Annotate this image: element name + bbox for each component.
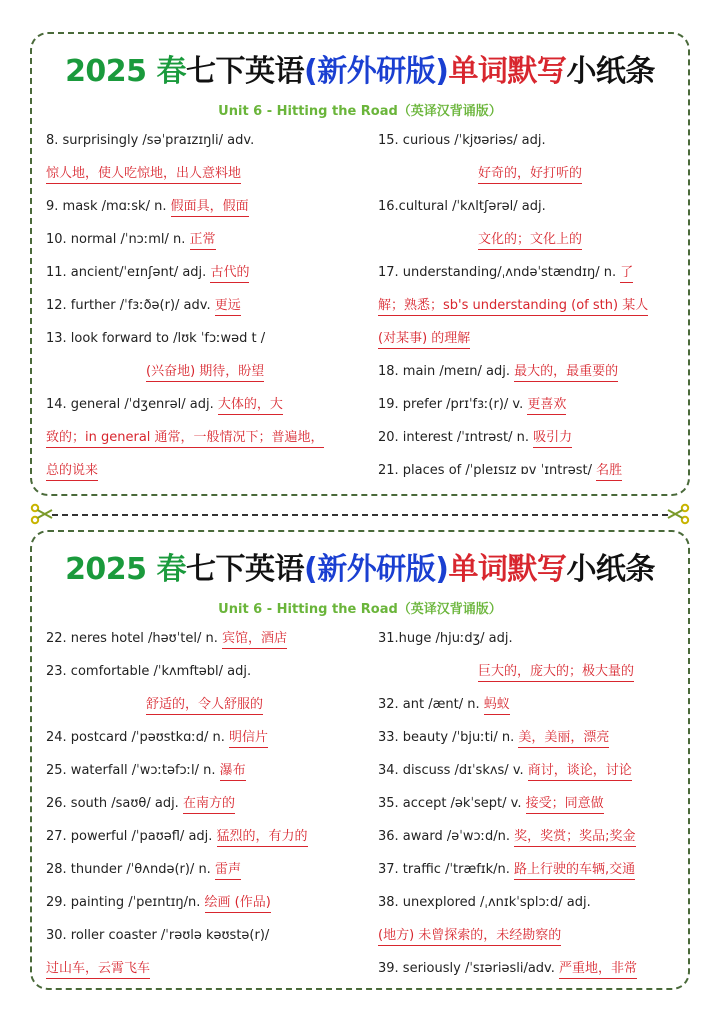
entry-english: 13. look forward to /lʊk ˈfɔːwəd t / [46, 331, 266, 346]
entry-english: 30. roller coaster /ˈrəʊlə kəʊstə(r)/ [46, 928, 270, 943]
entry-english: 11. ancient/ˈeɪnʃənt/ adj. [46, 265, 211, 280]
entry-chinese: 了 [620, 265, 633, 283]
entry-english: 32. ant /ænt/ n. [378, 697, 484, 712]
entry-english: 18. main /meɪn/ adj. [378, 364, 515, 379]
title-edition: (新外研版) [304, 54, 449, 89]
entry-line [46, 355, 366, 388]
title-suffix: 小纸条 [566, 54, 655, 89]
entry-chinese: 文化的；文化上的 [478, 232, 582, 250]
entry-line [46, 721, 366, 754]
entry-chinese: 吸引力 [533, 430, 572, 448]
entry-line [378, 754, 680, 787]
entry-english: 31.huge /hjuːdʒ/ adj. [378, 631, 513, 646]
entry-english: 12. further /ˈfɜːðə(r)/ adv. [46, 298, 215, 313]
entry-english: 21. places of /ˈpleɪsɪz ɒv ˈɪntrəst/ [378, 463, 597, 478]
entry-chinese: (地方) 未曾探索的，未经勘察的 [378, 928, 561, 946]
entry-line [378, 190, 680, 223]
entry-line [378, 256, 680, 289]
entry-english: 36. award /əˈwɔːd/n. [378, 829, 515, 844]
entry-line [46, 388, 366, 421]
entry-line [378, 853, 680, 886]
entry-chinese: 蚂蚁 [484, 697, 510, 715]
word-list-left [46, 124, 366, 487]
entry-chinese: 猛烈的，有力的 [217, 829, 308, 847]
title-suffix: 小纸条 [566, 552, 655, 587]
entry-line [378, 820, 680, 853]
word-list-right [378, 124, 680, 487]
entry-chinese: 解；熟悉；sb's understanding (of sth) 某人 [378, 298, 648, 316]
entry-chinese: 惊人地，使人吃惊地，出人意料地 [46, 166, 241, 184]
entry-chinese: 正常 [190, 232, 216, 250]
entry-line [46, 322, 366, 355]
word-list-left [46, 622, 366, 985]
card-subtitle: Unit 6 - Hitting the Road（英译汉背诵版） [218, 602, 502, 617]
entry-line [46, 454, 366, 487]
entry-line [46, 787, 366, 820]
entry-english: 25. waterfall /ˈwɔːtəfɔːl/ n. [46, 763, 220, 778]
entry-chinese: 好奇的，好打听的 [478, 166, 582, 184]
entry-line [46, 919, 366, 952]
entry-chinese: 过山车，云霄飞车 [46, 961, 150, 979]
entry-line [378, 886, 680, 919]
title-grade: 七下英语 [186, 552, 305, 587]
vocab-card-2 [30, 530, 690, 990]
entry-line [378, 622, 680, 655]
entry-english: 33. beauty /ˈbjuːti/ n. [378, 730, 519, 745]
entry-line [378, 124, 680, 157]
entry-english: 17. understanding/ˌʌndəˈstændɪŋ/ n. [378, 265, 621, 280]
card-title [32, 544, 688, 588]
entry-english: 10. normal /ˈnɔːml/ n. [46, 232, 190, 247]
entry-line [378, 355, 680, 388]
entry-chinese: 接受；同意做 [526, 796, 604, 814]
entry-chinese: 绘画 (作品) [205, 895, 271, 913]
title-season: 春 [156, 54, 187, 89]
entry-english: 38. unexplored /ˌʌnɪkˈsplɔːd/ adj. [378, 895, 591, 910]
entry-line [46, 256, 366, 289]
entry-line [378, 388, 680, 421]
entry-chinese: 最大的，最重要的 [514, 364, 618, 382]
entry-chinese: 假面具，假面 [171, 199, 249, 217]
entry-english: 8. surprisingly /səˈpraɪzɪŋli/ adv. [46, 133, 255, 148]
entry-line [46, 421, 366, 454]
entry-chinese: (对某事) 的理解 [378, 331, 470, 349]
entry-line [378, 787, 680, 820]
entry-chinese: 总的说来 [46, 463, 98, 481]
entry-line [46, 853, 366, 886]
entry-line [46, 157, 366, 190]
entry-english: 39. seriously /ˈsɪəriəsli/adv. [378, 961, 559, 976]
entry-line [378, 322, 680, 355]
entry-chinese: (兴奋地) 期待，盼望 [146, 364, 264, 382]
entry-english: 28. thunder /ˈθʌndə(r)/ n. [46, 862, 215, 877]
vocab-card-1 [30, 32, 690, 496]
entry-line [378, 454, 680, 487]
entry-line [46, 688, 366, 721]
entry-chinese: 雷声 [215, 862, 241, 880]
dashed-cut-line [52, 514, 668, 516]
entry-chinese: 路上行驶的车辆,交通 [514, 862, 635, 880]
entry-line [46, 190, 366, 223]
entry-chinese: 大体的，大 [218, 397, 283, 415]
entry-chinese: 巨大的，庞大的；极大量的 [478, 664, 634, 682]
entry-chinese: 更喜欢 [527, 397, 566, 415]
scissors-icon [30, 502, 54, 526]
entry-line [46, 223, 366, 256]
entry-english: 19. prefer /prɪˈfɜː(r)/ v. [378, 397, 528, 412]
scissors-icon [666, 502, 690, 526]
entry-line [378, 721, 680, 754]
entry-english: 22. neres hotel /həʊˈtel/ n. [46, 631, 222, 646]
entry-line [378, 157, 680, 190]
entry-line [378, 289, 680, 322]
entry-chinese: 美，美丽，漂亮 [518, 730, 609, 748]
entry-chinese: 舒适的，令人舒服的 [146, 697, 263, 715]
entry-line [46, 289, 366, 322]
title-topic: 单词默写 [448, 54, 567, 89]
card-subtitle: Unit 6 - Hitting the Road（英译汉背诵版） [218, 104, 502, 119]
entry-english: 29. painting /ˈpeɪntɪŋ/n. [46, 895, 205, 910]
entry-chinese: 更远 [215, 298, 241, 316]
entry-english: 34. discuss /dɪˈskʌs/ v. [378, 763, 528, 778]
entry-english: 27. powerful /ˈpaʊəfl/ adj. [46, 829, 217, 844]
title-edition: (新外研版) [304, 552, 449, 587]
entry-english: 16.cultural /ˈkʌltʃərəl/ adj. [378, 199, 546, 214]
entry-english: 23. comfortable /ˈkʌmftəbl/ adj. [46, 664, 252, 679]
title-grade: 七下英语 [186, 54, 305, 89]
entry-chinese: 明信片 [229, 730, 268, 748]
entry-english: 37. traffic /ˈtræfɪk/n. [378, 862, 515, 877]
entry-line [46, 886, 366, 919]
entry-chinese: 奖，奖赏；奖品;奖金 [514, 829, 635, 847]
entry-chinese: 致的；in general 通常，一般情况下；普遍地， [46, 430, 324, 448]
entry-english: 20. interest /ˈɪntrəst/ n. [378, 430, 534, 445]
entry-chinese: 在南方的 [183, 796, 235, 814]
title-topic: 单词默写 [448, 552, 567, 587]
entry-english: 35. accept /əkˈsept/ v. [378, 796, 526, 811]
entry-line [46, 820, 366, 853]
entry-english: 24. postcard /ˈpəʊstkɑːd/ n. [46, 730, 230, 745]
entry-english: 15. curious /ˈkjʊəriəs/ adj. [378, 133, 546, 148]
entry-line [46, 124, 366, 157]
card-title [32, 46, 688, 90]
title-season: 春 [156, 552, 187, 587]
title-year: 2025 [65, 54, 147, 89]
entry-english: 14. general /ˈdʒenrəl/ adj. [46, 397, 218, 412]
entry-chinese: 古代的 [210, 265, 249, 283]
entry-chinese: 商讨，谈论，讨论 [528, 763, 632, 781]
word-list-right [378, 622, 680, 985]
entry-line [46, 754, 366, 787]
title-year: 2025 [65, 552, 147, 587]
entry-chinese: 宾馆，酒店 [222, 631, 287, 649]
entry-english: 26. south /saʊθ/ adj. [46, 796, 183, 811]
entry-chinese: 瀑布 [220, 763, 246, 781]
entry-line [378, 952, 680, 985]
entry-english: 9. mask /mɑːsk/ n. [46, 199, 171, 214]
entry-line [378, 655, 680, 688]
cut-line [30, 502, 690, 526]
entry-chinese: 严重地，非常 [559, 961, 637, 979]
entry-line [46, 952, 366, 985]
entry-line [378, 223, 680, 256]
entry-line [46, 622, 366, 655]
entry-line [378, 919, 680, 952]
entry-line [46, 655, 366, 688]
entry-chinese: 名胜 [596, 463, 622, 481]
entry-line [378, 421, 680, 454]
entry-line [378, 688, 680, 721]
